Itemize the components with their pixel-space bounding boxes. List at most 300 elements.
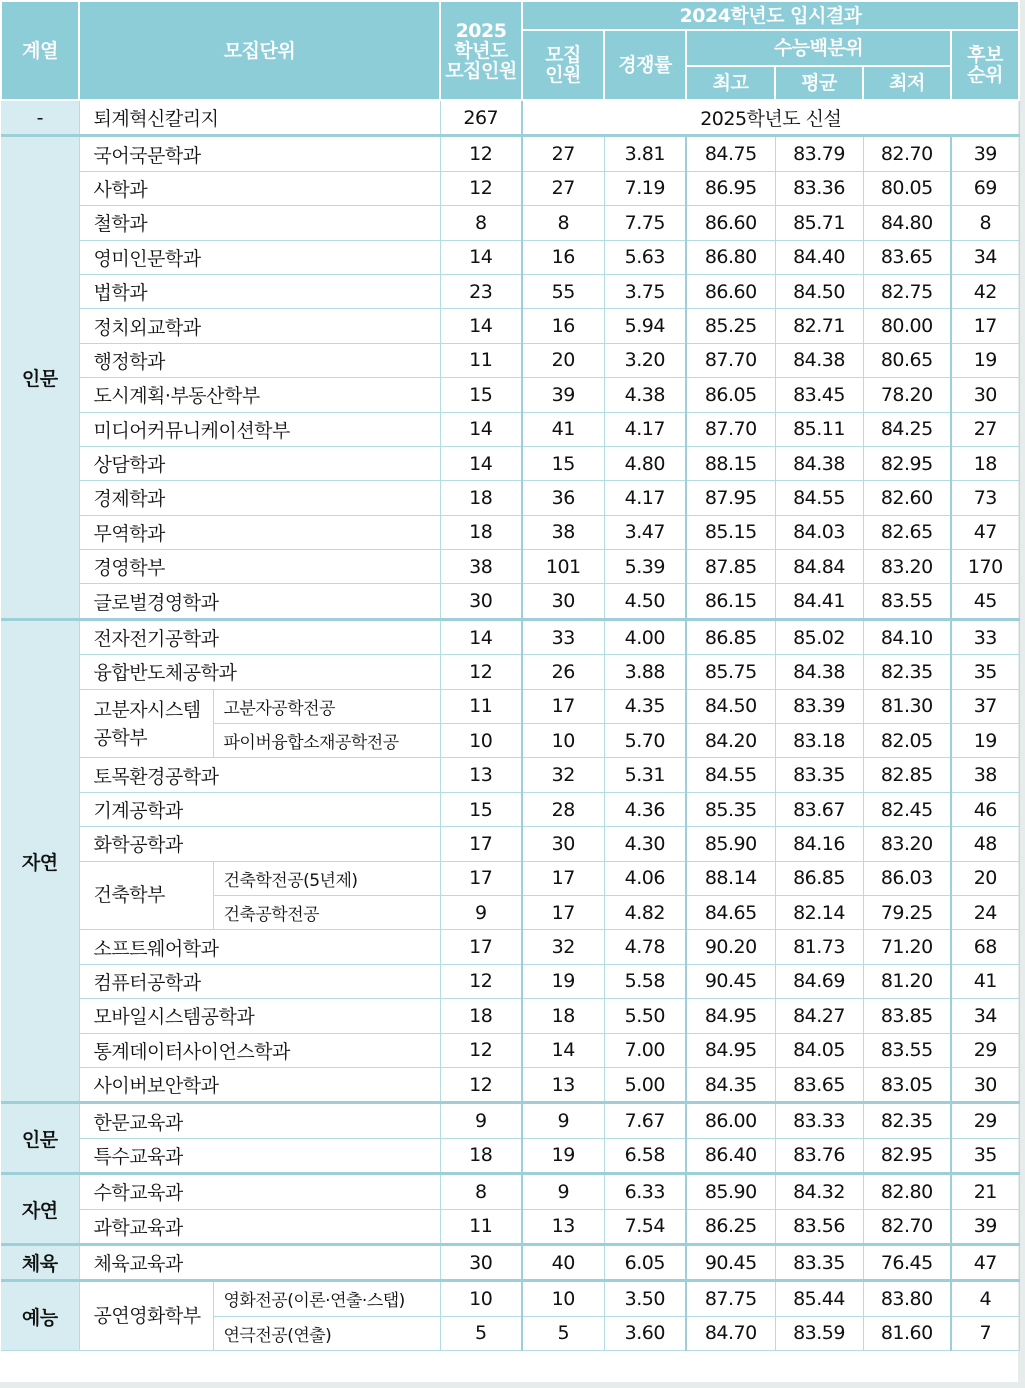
- parent-unit: 고분자시스템 공학부: [79, 689, 213, 758]
- sub-unit-name: 건축공학전공: [213, 895, 440, 929]
- table-row: [1, 343, 1019, 377]
- quota-2024: 17: [522, 689, 604, 723]
- quota-2025: 13: [440, 758, 522, 792]
- competition-rate: 4.36: [604, 792, 686, 826]
- csat-min: 80.05: [863, 171, 951, 205]
- csat-max: 85.90: [686, 1174, 775, 1209]
- competition-rate: 7.00: [604, 1033, 686, 1067]
- csat-max: 84.35: [686, 1067, 775, 1102]
- csat-avg: 83.45: [775, 378, 863, 412]
- unit-name: 영미인문학과: [79, 240, 440, 274]
- quota-2024: 16: [522, 240, 604, 274]
- quota-2025: 11: [440, 343, 522, 377]
- waitlist-rank: 17: [951, 309, 1019, 343]
- csat-avg: 83.79: [775, 136, 863, 171]
- unit-name: 융합반도체공학과: [79, 655, 440, 689]
- quota-2024: 9: [522, 1103, 604, 1138]
- waitlist-rank: 34: [951, 999, 1019, 1033]
- waitlist-rank: 68: [951, 930, 1019, 964]
- table-row: [1, 171, 1019, 205]
- quota-2024: 32: [522, 758, 604, 792]
- header-results-2024: 2024학년도 입시결과: [522, 1, 1019, 30]
- csat-avg: 84.38: [775, 655, 863, 689]
- quota-2024: 38: [522, 515, 604, 549]
- csat-avg: 84.55: [775, 481, 863, 515]
- csat-min: 79.25: [863, 895, 951, 929]
- table-row: [1, 1103, 1019, 1138]
- csat-avg: 84.50: [775, 274, 863, 308]
- table-row: [1, 481, 1019, 515]
- quota-2024: 10: [522, 1281, 604, 1316]
- csat-avg: 83.18: [775, 724, 863, 758]
- category-cell: 인문: [1, 136, 79, 619]
- competition-rate: 6.33: [604, 1174, 686, 1209]
- waitlist-rank: 29: [951, 1103, 1019, 1138]
- csat-min: 82.35: [863, 655, 951, 689]
- waitlist-rank: 46: [951, 792, 1019, 826]
- unit-name: 행정학과: [79, 343, 440, 377]
- csat-avg: 83.59: [775, 1316, 863, 1350]
- competition-rate: 7.54: [604, 1209, 686, 1244]
- quota-2025: 18: [440, 999, 522, 1033]
- table-row: [1, 930, 1019, 964]
- csat-min: 83.05: [863, 1067, 951, 1102]
- competition-rate: 4.80: [604, 446, 686, 480]
- csat-min: 82.95: [863, 446, 951, 480]
- csat-min: 81.60: [863, 1316, 951, 1350]
- competition-rate: 4.30: [604, 827, 686, 861]
- quota-2024: 20: [522, 343, 604, 377]
- header-competition: 경쟁률: [604, 30, 686, 100]
- waitlist-rank: 21: [951, 1174, 1019, 1209]
- csat-min: 80.65: [863, 343, 951, 377]
- competition-rate: 5.50: [604, 999, 686, 1033]
- unit-name: 컴퓨터공학과: [79, 964, 440, 998]
- csat-min: 82.45: [863, 792, 951, 826]
- competition-rate: 4.17: [604, 412, 686, 446]
- csat-min: 82.75: [863, 274, 951, 308]
- waitlist-rank: 69: [951, 171, 1019, 205]
- csat-min: 80.00: [863, 309, 951, 343]
- unit-name: 미디어커뮤니케이션학부: [79, 412, 440, 446]
- quota-2025: 267: [440, 100, 522, 136]
- table-row: [1, 584, 1019, 619]
- csat-avg: 84.32: [775, 1174, 863, 1209]
- sub-unit-name: 영화전공(이론·연출·스탭): [213, 1281, 440, 1316]
- csat-avg: 84.38: [775, 343, 863, 377]
- csat-max: 85.15: [686, 515, 775, 549]
- csat-min: 82.60: [863, 481, 951, 515]
- csat-avg: 84.69: [775, 964, 863, 998]
- quota-2024: 19: [522, 1138, 604, 1173]
- waitlist-rank: 73: [951, 481, 1019, 515]
- csat-max: 88.14: [686, 861, 775, 895]
- table-row: [1, 964, 1019, 998]
- csat-max: 88.15: [686, 446, 775, 480]
- header-quota: 모집 인원: [522, 30, 604, 100]
- unit-name: 소프트웨어학과: [79, 930, 440, 964]
- csat-avg: 82.14: [775, 895, 863, 929]
- table-row: [1, 550, 1019, 584]
- csat-min: 83.85: [863, 999, 951, 1033]
- quota-2024: 101: [522, 550, 604, 584]
- quota-2024: 13: [522, 1209, 604, 1244]
- csat-avg: 83.35: [775, 758, 863, 792]
- category-cell: 예능: [1, 1281, 79, 1351]
- unit-name: 과학교육과: [79, 1209, 440, 1244]
- table-row: [1, 827, 1019, 861]
- csat-min: 84.80: [863, 206, 951, 240]
- quota-2024: 9: [522, 1174, 604, 1209]
- table-row: [1, 1244, 1019, 1280]
- competition-rate: 6.58: [604, 1138, 686, 1173]
- parent-unit: 공연영화학부: [79, 1281, 213, 1351]
- quota-2024: 14: [522, 1033, 604, 1067]
- table-row: [1, 515, 1019, 549]
- csat-avg: 84.27: [775, 999, 863, 1033]
- competition-rate: 3.88: [604, 655, 686, 689]
- csat-avg: 84.16: [775, 827, 863, 861]
- csat-avg: 85.44: [775, 1281, 863, 1316]
- unit-name: 체육교육과: [79, 1244, 440, 1280]
- unit-name: 기계공학과: [79, 792, 440, 826]
- quota-2025: 12: [440, 1033, 522, 1067]
- csat-min: 82.70: [863, 1209, 951, 1244]
- unit-name: 통계데이터사이언스학과: [79, 1033, 440, 1067]
- unit-name: 한문교육과: [79, 1103, 440, 1138]
- quota-2025: 23: [440, 274, 522, 308]
- quota-2025: 17: [440, 930, 522, 964]
- quota-2024: 39: [522, 378, 604, 412]
- csat-min: 78.20: [863, 378, 951, 412]
- csat-min: 82.05: [863, 724, 951, 758]
- quota-2024: 17: [522, 861, 604, 895]
- waitlist-rank: 19: [951, 343, 1019, 377]
- quota-2024: 27: [522, 171, 604, 205]
- table-row: [1, 1174, 1019, 1209]
- csat-min: 76.45: [863, 1244, 951, 1280]
- unit-name: 사학과: [79, 171, 440, 205]
- competition-rate: 4.50: [604, 584, 686, 619]
- unit-name: 수학교육과: [79, 1174, 440, 1209]
- csat-max: 85.75: [686, 655, 775, 689]
- unit-name: 국어국문학과: [79, 136, 440, 171]
- csat-avg: 83.67: [775, 792, 863, 826]
- unit-name: 퇴계혁신칼리지: [79, 100, 440, 136]
- category-cell: 자연: [1, 1174, 79, 1245]
- quota-2025: 18: [440, 1138, 522, 1173]
- table-row: [1, 1067, 1019, 1102]
- csat-max: 86.15: [686, 584, 775, 619]
- csat-max: 85.35: [686, 792, 775, 826]
- table-row: [1, 136, 1019, 171]
- csat-max: 84.65: [686, 895, 775, 929]
- quota-2024: 30: [522, 827, 604, 861]
- unit-name: 전자전기공학과: [79, 619, 440, 654]
- quota-2024: 33: [522, 619, 604, 654]
- quota-2025: 9: [440, 1103, 522, 1138]
- csat-max: 85.90: [686, 827, 775, 861]
- quota-2025: 14: [440, 446, 522, 480]
- table-row: [1, 999, 1019, 1033]
- quota-2025: 15: [440, 792, 522, 826]
- csat-max: 86.05: [686, 378, 775, 412]
- quota-2025: 12: [440, 136, 522, 171]
- quota-2025: 9: [440, 895, 522, 929]
- waitlist-rank: 47: [951, 1244, 1019, 1280]
- quota-2025: 14: [440, 412, 522, 446]
- csat-min: 82.85: [863, 758, 951, 792]
- csat-avg: 85.02: [775, 619, 863, 654]
- quota-2024: 10: [522, 724, 604, 758]
- waitlist-rank: 45: [951, 584, 1019, 619]
- csat-max: 87.70: [686, 343, 775, 377]
- quota-2024: 36: [522, 481, 604, 515]
- quota-2025: 11: [440, 1209, 522, 1244]
- competition-rate: 5.70: [604, 724, 686, 758]
- waitlist-rank: 38: [951, 758, 1019, 792]
- quota-2025: 14: [440, 240, 522, 274]
- header-quota-2025: 2025 학년도 모집인원: [440, 1, 522, 100]
- unit-name: 정치외교학과: [79, 309, 440, 343]
- quota-2025: 17: [440, 861, 522, 895]
- csat-min: 81.20: [863, 964, 951, 998]
- quota-2024: 28: [522, 792, 604, 826]
- csat-max: 86.95: [686, 171, 775, 205]
- table-row: [1, 274, 1019, 308]
- csat-min: 84.10: [863, 619, 951, 654]
- table-row: [1, 792, 1019, 826]
- unit-name: 경제학과: [79, 481, 440, 515]
- competition-rate: 4.38: [604, 378, 686, 412]
- table-row: [1, 206, 1019, 240]
- csat-avg: 84.03: [775, 515, 863, 549]
- competition-rate: 6.05: [604, 1244, 686, 1280]
- quota-2025: 12: [440, 1067, 522, 1102]
- waitlist-rank: 29: [951, 1033, 1019, 1067]
- csat-max: 90.45: [686, 964, 775, 998]
- csat-avg: 85.71: [775, 206, 863, 240]
- waitlist-rank: 170: [951, 550, 1019, 584]
- csat-max: 84.55: [686, 758, 775, 792]
- table-row: [1, 240, 1019, 274]
- csat-max: 87.85: [686, 550, 775, 584]
- csat-max: 86.80: [686, 240, 775, 274]
- table-row: [1, 758, 1019, 792]
- table-row: [1, 619, 1019, 654]
- csat-min: 82.70: [863, 136, 951, 171]
- waitlist-rank: 24: [951, 895, 1019, 929]
- quota-2025: 10: [440, 1281, 522, 1316]
- quota-2025: 10: [440, 724, 522, 758]
- competition-rate: 4.17: [604, 481, 686, 515]
- competition-rate: 5.00: [604, 1067, 686, 1102]
- waitlist-rank: 30: [951, 1067, 1019, 1102]
- csat-avg: 84.41: [775, 584, 863, 619]
- competition-rate: 3.50: [604, 1281, 686, 1316]
- csat-avg: 81.73: [775, 930, 863, 964]
- quota-2025: 12: [440, 655, 522, 689]
- csat-min: 84.25: [863, 412, 951, 446]
- table-row: [1, 861, 1019, 895]
- waitlist-rank: 39: [951, 136, 1019, 171]
- waitlist-rank: 35: [951, 1138, 1019, 1173]
- csat-max: 86.25: [686, 1209, 775, 1244]
- waitlist-rank: 34: [951, 240, 1019, 274]
- csat-min: 83.55: [863, 1033, 951, 1067]
- csat-avg: 84.84: [775, 550, 863, 584]
- waitlist-rank: 27: [951, 412, 1019, 446]
- category-cell: 자연: [1, 619, 79, 1102]
- quota-2025: 12: [440, 964, 522, 998]
- waitlist-rank: 30: [951, 378, 1019, 412]
- table-row: [1, 412, 1019, 446]
- unit-name: 화학공학과: [79, 827, 440, 861]
- quota-2025: 5: [440, 1316, 522, 1350]
- csat-avg: 85.11: [775, 412, 863, 446]
- competition-rate: 3.60: [604, 1316, 686, 1350]
- competition-rate: 5.58: [604, 964, 686, 998]
- waitlist-rank: 47: [951, 515, 1019, 549]
- quota-2025: 18: [440, 481, 522, 515]
- category-cell: 인문: [1, 1103, 79, 1174]
- sub-unit-name: 건축학전공(5년제): [213, 861, 440, 895]
- csat-min: 83.20: [863, 550, 951, 584]
- waitlist-rank: 35: [951, 655, 1019, 689]
- header-category: 계열: [1, 1, 79, 100]
- csat-max: 84.75: [686, 136, 775, 171]
- waitlist-rank: 42: [951, 274, 1019, 308]
- table-row: [1, 689, 1019, 723]
- waitlist-rank: 33: [951, 619, 1019, 654]
- table-row: [1, 1138, 1019, 1173]
- waitlist-rank: 7: [951, 1316, 1019, 1350]
- csat-max: 85.25: [686, 309, 775, 343]
- quota-2024: 15: [522, 446, 604, 480]
- csat-avg: 83.35: [775, 1244, 863, 1280]
- sub-unit-name: 연극전공(연출): [213, 1316, 440, 1350]
- header-min: 최저: [863, 66, 951, 100]
- csat-min: 83.80: [863, 1281, 951, 1316]
- category-cell: 체육: [1, 1244, 79, 1280]
- csat-avg: 83.39: [775, 689, 863, 723]
- waitlist-rank: 48: [951, 827, 1019, 861]
- unit-name: 경영학부: [79, 550, 440, 584]
- csat-avg: 84.05: [775, 1033, 863, 1067]
- unit-name: 상담학과: [79, 446, 440, 480]
- quota-2024: 19: [522, 964, 604, 998]
- csat-max: 84.95: [686, 1033, 775, 1067]
- csat-min: 71.20: [863, 930, 951, 964]
- quota-2025: 12: [440, 171, 522, 205]
- csat-max: 86.40: [686, 1138, 775, 1173]
- csat-min: 82.35: [863, 1103, 951, 1138]
- unit-name: 특수교육과: [79, 1138, 440, 1173]
- competition-rate: 4.00: [604, 619, 686, 654]
- csat-max: 87.75: [686, 1281, 775, 1316]
- unit-name: 무역학과: [79, 515, 440, 549]
- quota-2025: 8: [440, 1174, 522, 1209]
- quota-2025: 30: [440, 1244, 522, 1280]
- csat-max: 84.50: [686, 689, 775, 723]
- csat-avg: 83.36: [775, 171, 863, 205]
- sub-unit-name: 고분자공학전공: [213, 689, 440, 723]
- unit-name: 글로벌경영학과: [79, 584, 440, 619]
- quota-2024: 26: [522, 655, 604, 689]
- csat-max: 87.95: [686, 481, 775, 515]
- competition-rate: 4.78: [604, 930, 686, 964]
- quota-2025: 17: [440, 827, 522, 861]
- csat-min: 82.80: [863, 1174, 951, 1209]
- table-row: [1, 309, 1019, 343]
- csat-max: 86.60: [686, 206, 775, 240]
- competition-rate: 5.63: [604, 240, 686, 274]
- csat-min: 83.55: [863, 584, 951, 619]
- quota-2024: 30: [522, 584, 604, 619]
- competition-rate: 7.67: [604, 1103, 686, 1138]
- quota-2024: 8: [522, 206, 604, 240]
- csat-avg: 84.40: [775, 240, 863, 274]
- quota-2024: 32: [522, 930, 604, 964]
- csat-avg: 83.33: [775, 1103, 863, 1138]
- waitlist-rank: 4: [951, 1281, 1019, 1316]
- csat-min: 83.20: [863, 827, 951, 861]
- waitlist-rank: 41: [951, 964, 1019, 998]
- table-row: [1, 655, 1019, 689]
- csat-min: 82.95: [863, 1138, 951, 1173]
- table-row: [1, 1209, 1019, 1244]
- unit-name: 법학과: [79, 274, 440, 308]
- competition-rate: 4.06: [604, 861, 686, 895]
- competition-rate: 4.35: [604, 689, 686, 723]
- quota-2024: 18: [522, 999, 604, 1033]
- csat-max: 86.85: [686, 619, 775, 654]
- quota-2024: 41: [522, 412, 604, 446]
- header-avg: 평균: [775, 66, 863, 100]
- quota-2025: 38: [440, 550, 522, 584]
- new-program-note: 2025학년도 신설: [522, 100, 1019, 136]
- table-row: [1, 378, 1019, 412]
- csat-avg: 83.56: [775, 1209, 863, 1244]
- parent-unit: 건축학부: [79, 861, 213, 930]
- quota-2025: 14: [440, 309, 522, 343]
- csat-max: 84.20: [686, 724, 775, 758]
- table-row: [1, 1281, 1019, 1316]
- competition-rate: 5.31: [604, 758, 686, 792]
- competition-rate: 7.75: [604, 206, 686, 240]
- header-unit: 모집단위: [79, 1, 440, 100]
- quota-2024: 5: [522, 1316, 604, 1350]
- table-row: [1, 1033, 1019, 1067]
- waitlist-rank: 18: [951, 446, 1019, 480]
- table-row: [1, 446, 1019, 480]
- unit-name: 토목환경공학과: [79, 758, 440, 792]
- unit-name: 사이버보안학과: [79, 1067, 440, 1102]
- quota-2025: 30: [440, 584, 522, 619]
- waitlist-rank: 37: [951, 689, 1019, 723]
- category-cell: -: [1, 100, 79, 136]
- waitlist-rank: 8: [951, 206, 1019, 240]
- csat-max: 90.20: [686, 930, 775, 964]
- quota-2025: 18: [440, 515, 522, 549]
- table-row: [1, 100, 1019, 136]
- competition-rate: 3.20: [604, 343, 686, 377]
- quota-2024: 55: [522, 274, 604, 308]
- unit-name: 철학과: [79, 206, 440, 240]
- quota-2024: 40: [522, 1244, 604, 1280]
- csat-min: 86.03: [863, 861, 951, 895]
- competition-rate: 3.75: [604, 274, 686, 308]
